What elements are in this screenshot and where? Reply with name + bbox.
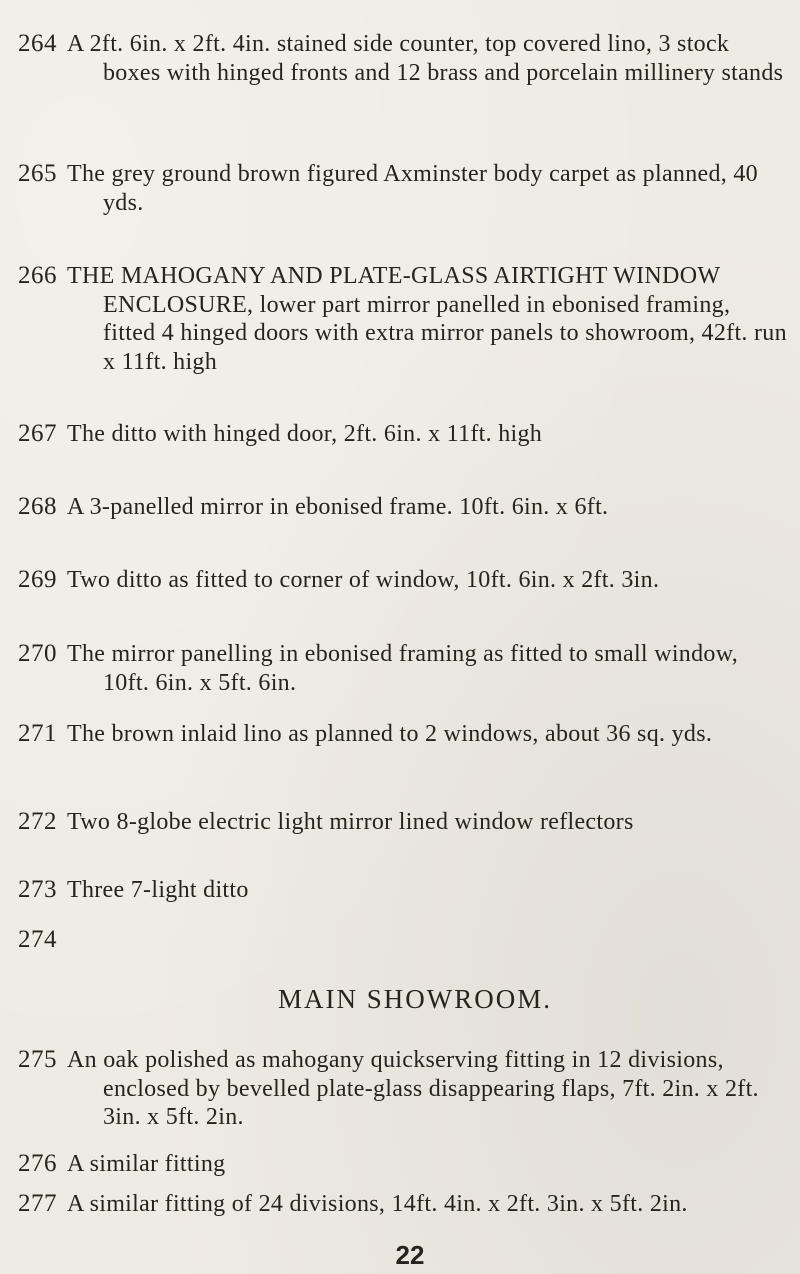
lot-number: 275: [18, 1046, 57, 1073]
lot-description: Two 8-globe electric light mirror lined window reflectors: [67, 809, 634, 835]
lot-description: A similar fitting: [67, 1151, 226, 1177]
section-heading: MAIN SHOWROOM.: [277, 984, 552, 1014]
page-number: 22: [395, 1240, 425, 1270]
lot-number: 266: [18, 262, 57, 289]
lot-description: A 2ft. 6in. x 2ft. 4in. stained side counter, top covered lino, 3 stock boxes with hinged fronts and 12 brass and porcelain millinery stands: [67, 31, 784, 86]
lot-number: 276: [18, 1150, 57, 1177]
lot-description: Two ditto as fitted to corner of window, 10ft. 6in. x 2ft. 3in.: [67, 567, 660, 593]
lot-description: A 3-panelled mirror in ebonised frame. 10ft. 6in. x 6ft.: [67, 494, 609, 520]
lot-number: 277: [18, 1190, 57, 1217]
lot-number: 273: [18, 876, 57, 903]
lot-description: The mirror panelling in ebonised framing as fitted to small window, 10ft. 6in. x 5ft. 6in.: [67, 641, 739, 696]
lot-description: Three 7-light ditto: [67, 877, 249, 903]
lot-number: 271: [18, 720, 57, 747]
lot-number: 264: [18, 30, 57, 57]
lot-description: THE MAHOGANY AND PLATE-GLASS AIRTIGHT WINDOW ENCLOSURE, lower part mirror panelled in ebonised framing, fitted 4 hinged doors with extra mirror panels to showroom, 42ft. run x 11ft. high: [67, 263, 787, 375]
lot-number: 270: [18, 640, 57, 667]
lot-description: A similar fitting of 24 divisions, 14ft. 4in. x 2ft. 3in. x 5ft. 2in.: [67, 1191, 688, 1217]
lot-number: 274: [18, 926, 57, 953]
lot-number: 268: [18, 493, 57, 520]
lot-number: 265: [18, 160, 57, 187]
lot-description: The grey ground brown figured Axminster body carpet as planned, 40 yds.: [67, 161, 758, 216]
lot-number: 272: [18, 808, 57, 835]
lot-number: 267: [18, 420, 57, 447]
lot-description: The brown inlaid lino as planned to 2 windows, about 36 sq. yds.: [67, 721, 713, 747]
lot-number: 269: [18, 566, 57, 593]
lot-description: The ditto with hinged door, 2ft. 6in. x 11ft. high: [67, 421, 543, 447]
lot-description: An oak polished as mahogany quickserving fitting in 12 divisions, enclosed by bevelled plate-glass disappearing flaps, 7ft. 2in. x 2ft. 3in. x 5ft. 2in.: [67, 1047, 759, 1130]
